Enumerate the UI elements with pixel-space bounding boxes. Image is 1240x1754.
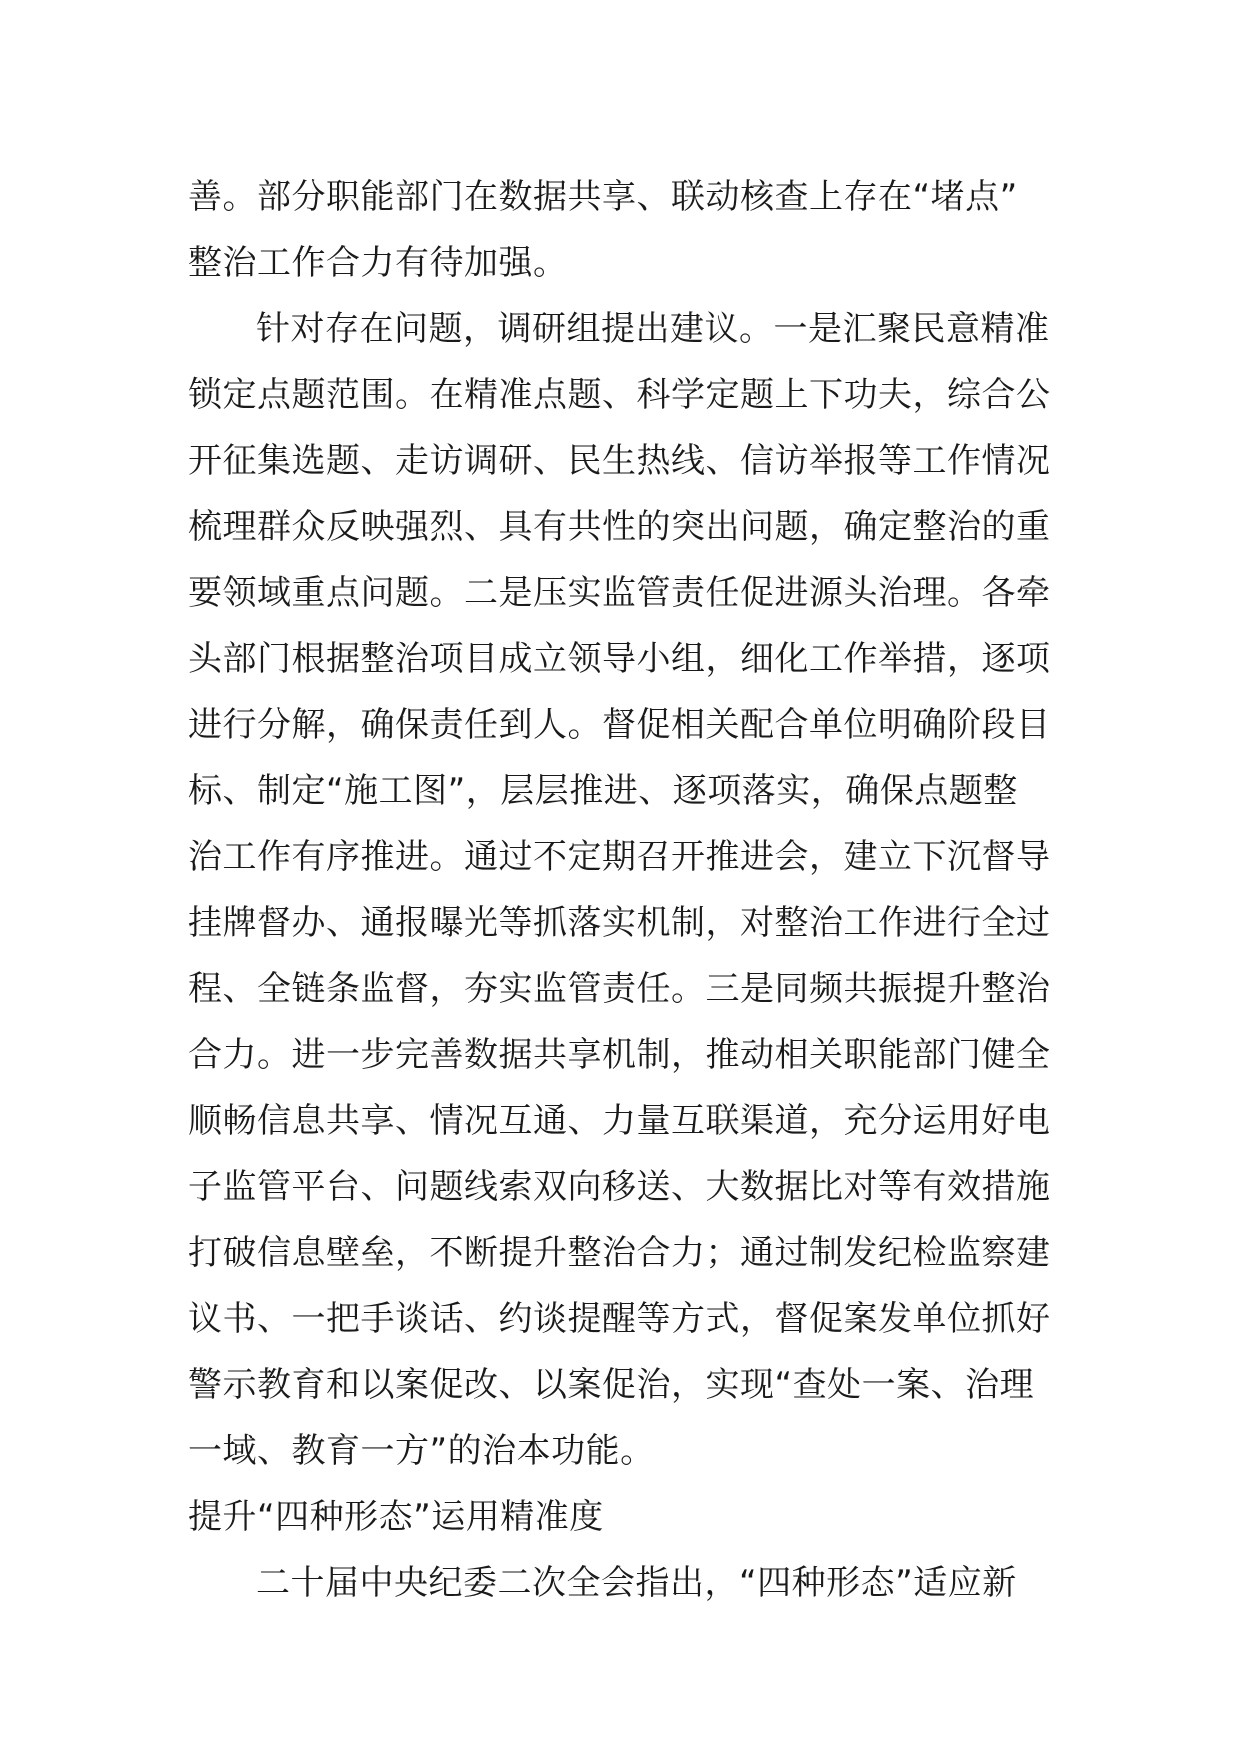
body-text-line: 合力。进一步完善数据共享机制，推动相关职能部门健全 (188, 1035, 1051, 1075)
section-heading: 提升“四种形态”运用精准度 (188, 1497, 604, 1537)
body-text-line: 一域、教育一方”的治本功能。 (188, 1431, 655, 1471)
body-text-line: 程、全链条监督，夯实监管责任。三是同频共振提升整治 (188, 969, 1051, 1009)
paragraph-start-line: 针对存在问题，调研组提出建议。一是汇聚民意精准 (256, 309, 1050, 349)
body-text-line: 整治工作合力有待加强。 (188, 243, 568, 283)
body-text-line: 善。部分职能部门在数据共享、联动核查上存在“堵点” (188, 177, 1018, 217)
body-text-line: 进行分解，确保责任到人。督促相关配合单位明确阶段目 (188, 705, 1051, 745)
body-text-line: 梳理群众反映强烈、具有共性的突出问题，确定整治的重 (188, 507, 1051, 547)
body-text-line: 警示教育和以案促改、以案促治，实现“查处一案、治理 (188, 1365, 1035, 1405)
body-text-line: 头部门根据整治项目成立领导小组，细化工作举措，逐项 (188, 639, 1051, 679)
body-text-line: 锁定点题范围。在精准点题、科学定题上下功夫，综合公 (188, 375, 1051, 415)
body-text-line: 挂牌督办、通报曝光等抓落实机制，对整治工作进行全过 (188, 903, 1051, 943)
body-text-line: 治工作有序推进。通过不定期召开推进会，建立下沉督导 (188, 837, 1051, 877)
paragraph-start-line: 二十届中央纪委二次全会指出，“四种形态”适应新 (256, 1563, 1017, 1603)
body-text-line: 顺畅信息共享、情况互通、力量互联渠道，充分运用好电 (188, 1101, 1051, 1141)
body-text-line: 议书、一把手谈话、约谈提醒等方式，督促案发单位抓好 (188, 1299, 1051, 1339)
body-text-line: 要领域重点问题。二是压实监管责任促进源头治理。各牵 (188, 573, 1051, 613)
body-text-line: 子监管平台、问题线索双向移送、大数据比对等有效措施 (188, 1167, 1051, 1207)
body-text-line: 打破信息壁垒，不断提升整治合力；通过制发纪检监察建 (188, 1233, 1051, 1273)
body-text-line: 标、制定“施工图”，层层推进、逐项落实，确保点题整 (188, 771, 1018, 811)
body-text-line: 开征集选题、走访调研、民生热线、信访举报等工作情况 (188, 441, 1051, 481)
